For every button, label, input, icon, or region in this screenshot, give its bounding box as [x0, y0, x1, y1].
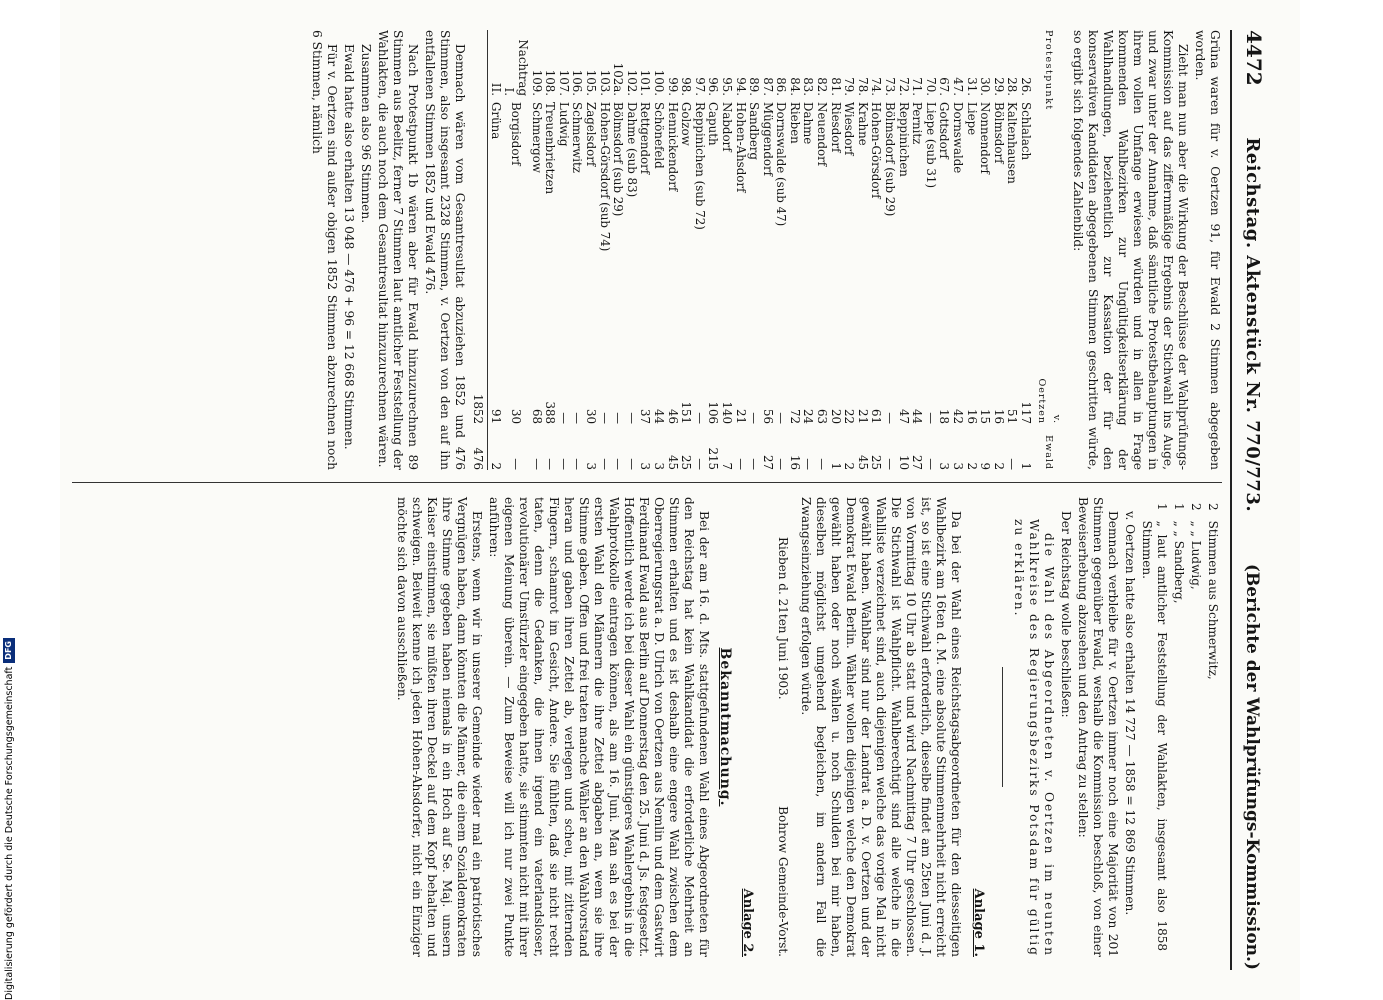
table-row [692, 30, 706, 470]
table-row [502, 30, 529, 470]
tally-count: 2 [1206, 503, 1220, 511]
row-place: Dornswalde (sub 47) [774, 102, 789, 227]
majority-paragraph: Demnach verbleibe für v. Oertzen immer noch eine Majorität von 201 Stimmen gegenüber Ewald, weshalb die Kommission beschloß, von einer Beweiserhebung abzusehen und den Antrag zu stellen: [1076, 497, 1120, 957]
row-votes-ewald: 1 [828, 462, 843, 470]
table-row [815, 30, 829, 470]
anlage-1-heading: Anlage 1. [971, 888, 986, 957]
row-votes-ewald: 25 [679, 454, 694, 470]
tally-text: „ „ Ludwig, [1189, 520, 1203, 590]
tally-text: „ „ Sandberg, [1172, 520, 1186, 604]
row-place: Nabdorf [719, 102, 734, 152]
row-votes-ewald: — [529, 458, 544, 470]
row-place: Zagelsdorf [584, 102, 598, 167]
row-votes-ewald: 2 [964, 462, 979, 470]
header-title: Reichstag. Aktenstück Nr. 770/773. [1242, 137, 1263, 513]
header-section: (Berichte der Wahlprüfungs-Kommission.) [1242, 563, 1262, 970]
row-votes-oertzen: — [747, 412, 762, 424]
table-row [733, 30, 747, 470]
row-place: Hohen-Ahsdorf [733, 102, 748, 193]
row-votes-oertzen: 68 [529, 408, 544, 424]
table-row [719, 30, 733, 470]
row-number: 67. [937, 77, 952, 96]
row-votes-ewald: — [923, 458, 938, 470]
row-number: 83. [801, 77, 816, 96]
row-votes-ewald: 45 [855, 454, 870, 470]
row-votes-oertzen: 72 [787, 408, 802, 424]
row-votes-oertzen: 106 [706, 401, 721, 424]
col-header-protestpunkt: Protestpunkt [1043, 30, 1055, 111]
intro-paragraph: Grüna waren für v. Oertzen 91, für Ewald 2 Stimmen abgegeben worden. [1193, 30, 1222, 470]
table-row [570, 30, 584, 470]
row-place: Schmerwitz [570, 102, 585, 173]
table-row [1005, 30, 1019, 470]
table-row [706, 30, 720, 470]
row-votes-ewald: — [570, 458, 585, 470]
tally-text: Stimmen aus Schmerwitz, [1206, 520, 1220, 680]
row-votes-oertzen: 16 [964, 408, 979, 424]
row-votes-ewald: 3 [651, 462, 666, 470]
row-number: 78. [855, 77, 870, 96]
row-votes-ewald: — [774, 458, 789, 470]
table-row [665, 30, 679, 470]
row-place: Dahme (sub 83) [624, 102, 639, 198]
row-number: 109. [529, 69, 544, 96]
row-number: 86. [774, 77, 789, 96]
row-number: 103. [597, 69, 612, 96]
table-row [760, 30, 774, 470]
row-number: 102. [624, 69, 639, 96]
row-votes-ewald: — [543, 458, 558, 470]
row-place: Rieben [787, 102, 802, 144]
tally-count: 2 [1189, 503, 1203, 511]
table-row [937, 30, 951, 470]
row-votes-oertzen: — [570, 412, 585, 424]
sum-ewald: 476 [471, 424, 488, 470]
oertzen-result-paragraph: v. Oertzen hatte also erhalten 14 727 — 1858 = 12 869 Stimmen. [1123, 511, 1137, 916]
signature-line [771, 497, 796, 957]
tally-count: 1 [1172, 503, 1186, 511]
row-place: Pernitz [910, 102, 925, 145]
row-number: II. [488, 82, 503, 96]
table-row [638, 30, 652, 470]
row-votes-ewald: — [624, 458, 639, 470]
row-place: Hennickendorf [665, 102, 680, 192]
row-votes-ewald: 1 [1019, 462, 1033, 470]
row-number: 70. [923, 77, 938, 96]
row-place: Schönefeld [651, 102, 666, 169]
row-place: Caputh [706, 102, 721, 146]
row-votes-ewald: 215 [706, 447, 721, 470]
row-number: 47. [951, 77, 966, 96]
left-column [72, 30, 1222, 482]
row-votes-oertzen: 18 [937, 408, 952, 424]
row-votes-ewald: — [883, 458, 898, 470]
col-header-oertzen: v. Oertzen [1036, 378, 1062, 424]
row-number: 108. [543, 69, 558, 96]
row-votes-ewald: 3 [951, 462, 966, 470]
anlage-2-heading: Anlage 2. [740, 888, 755, 957]
table-row [842, 30, 856, 470]
row-votes-ewald: — [747, 458, 762, 470]
row-votes-ewald: — [597, 458, 612, 470]
row-votes-oertzen: — [692, 412, 707, 424]
row-number: Nachtrag I. [502, 39, 531, 96]
sum-oertzen: 1852 [471, 378, 488, 424]
row-place: Borgisdorf [509, 102, 524, 166]
table-row [828, 30, 842, 470]
anlage-1-text: Da bei der Wahl eines Reichstagsabgeordneten für den diesseitigen Wahlbezirk am 16ten d. M. eine absolute Stimmenmehrheit nicht erreicht ist, so ist eine Stichwahl erforderlich, dieselbe findet am 25ten Juni d. J. von Vormittag 10 Uhr ab statt und wird Nachmittag 7 Uhr geschlossen. Die Stichwahl ist Wahlpflicht. Wahlberechtigt sind alle welche in die Wahlliste verzeichnet sind, auch diejenigen welche das vorige Mal nicht gewählt haben. Wahlbar sind nur der Landrat a. D. v. Oertzen und der Demokrat Ewald Berlin. Wähler wollen diejenigen welche den Demokrat gewählt haben oder noch wählen u. noch Schulden bei mir haben, dieselben möglichst umgehend begleichen, im andern Fall die Zwangseinziehung erfolgen würde. [799, 497, 963, 957]
tally-list [1137, 497, 1222, 957]
table-row [787, 30, 801, 470]
row-number: 105. [584, 69, 598, 96]
row-number: 98. [679, 77, 694, 96]
row-votes-oertzen: — [556, 412, 571, 424]
motion-intro: Der Reichstag wolle beschließen: [1059, 511, 1073, 718]
row-number: 71. [910, 77, 925, 96]
table-row [488, 30, 502, 470]
row-votes-oertzen: 20 [828, 408, 843, 424]
row-place: Liepe (sub 31) [923, 102, 938, 189]
row-number: 73. [883, 77, 898, 96]
row-number: 101. [638, 69, 653, 96]
row-votes-oertzen: 16 [991, 408, 1006, 424]
row-votes-oertzen: 91 [488, 408, 503, 424]
row-votes-ewald: 2 [842, 462, 857, 470]
table-row [950, 30, 964, 470]
row-place: Grüna [488, 102, 503, 140]
divider [1002, 667, 1003, 787]
table-row [896, 30, 910, 470]
row-votes-ewald: 27 [910, 454, 925, 470]
row-number: 81. [828, 77, 843, 96]
row-votes-ewald: 2 [488, 462, 503, 470]
row-place: Nonnendorf [978, 102, 993, 174]
row-number: 100. [651, 69, 666, 96]
table-row [624, 30, 638, 470]
row-place: Reppinichen [896, 102, 911, 177]
ewald-result-paragraph: Ewald hatte also erhalten 13 048 — 476 + 96 = 12 668 Stimmen. [341, 44, 356, 450]
row-votes-oertzen: 47 [896, 408, 911, 424]
protest-table-body [488, 30, 1032, 470]
row-number: 97. [692, 77, 707, 96]
row-number: 30. [978, 77, 993, 96]
table-row [774, 30, 788, 470]
row-votes-ewald: 7 [719, 462, 734, 470]
row-place: Krahne [855, 102, 870, 146]
row-votes-ewald: 10 [896, 454, 911, 470]
row-votes-oertzen: 15 [978, 408, 993, 424]
row-votes-oertzen: — [774, 412, 789, 424]
row-number: 82. [815, 77, 830, 96]
digitization-footer [2, 600, 16, 1000]
row-votes-oertzen: 37 [638, 408, 653, 424]
table-row [978, 30, 992, 470]
row-votes-oertzen: — [597, 412, 612, 424]
table-row [651, 30, 665, 470]
dfg-logo: DFG [3, 638, 15, 663]
right-column [72, 482, 1222, 957]
row-number: 95. [719, 77, 734, 96]
tally-text: „ laut amtlicher Feststellung der Wahlakten, insgesamt also 1858 Stimmen. [1140, 520, 1169, 951]
row-votes-oertzen: — [923, 412, 938, 424]
row-place: Bölmsdorf [991, 102, 1006, 164]
row-place: Treuenbrietzen [543, 102, 558, 195]
row-votes-ewald: 2 [991, 462, 1006, 470]
row-place: Wiesdorf [842, 102, 857, 156]
tally-row [1188, 499, 1203, 955]
row-number: 99. [665, 77, 680, 96]
row-votes-ewald: — [509, 458, 524, 470]
row-place: Hohen-Görsdorf (sub 74) [597, 102, 612, 252]
row-votes-oertzen: 44 [651, 408, 666, 424]
table-row [556, 30, 570, 470]
row-votes-oertzen: 51 [1005, 408, 1020, 424]
table-row [910, 30, 924, 470]
row-place: Schmergow [529, 102, 544, 173]
row-number: 79. [842, 77, 857, 96]
row-number: 106. [570, 69, 585, 96]
row-votes-ewald: — [556, 458, 571, 470]
anlage-2-paragraph-2: Erstens, wenn wir in unserer Gemeinde wieder mal ein patriotisches Vergnügen haben, dann könnten die Männer, die einem Sozialdemokraten ihre Stimme gegeben haben niemals in ein Hoch auf Se. Maj. unsern Kaiser einstimmen, sie müßten ihren Deckel auf dem Kopf behalten und schweigen. Beiweit kenne ich jeden Hohen-Ahsdorfer, nicht ein Einziger möchte sich davon ausschließen. [395, 497, 484, 957]
table-row [923, 30, 937, 470]
row-place: Riesdorf [828, 102, 843, 153]
row-votes-oertzen: 42 [951, 408, 966, 424]
table-row [679, 30, 693, 470]
row-votes-oertzen: 44 [910, 408, 925, 424]
page-number: 4472 [1242, 30, 1266, 86]
table-row [583, 30, 597, 470]
row-votes-oertzen: 117 [1019, 401, 1033, 424]
bekanntmachung-heading: Bekanntmachung. [717, 647, 733, 807]
row-place: Golzow [679, 102, 694, 146]
anlage-2-paragraph-1: Bei der am 16. d. Mts. stattgefundenen Wahl eines Abgeordneten für den Reichstag hat kein Wahlkandidat die erforderliche Mehrheit an Stimmen erhalten und es ist deshalb eine engere Wahl zwischen dem Oberregierungsrat a. D. Ulrich von Oertzen aus Nemlin und dem Gastwirt Ferdinand Ewald aus Berlin auf Donnerstag den 25. Juni d. Js. festgesetzt. Hoffentlich werde ich bei dieser Wahl ein günstigeres Wahlergebnis in die Wahlprotokolle eintragen können, als am 16. Juni. Man sah es bei der ersten Wahl den Männern die ihre Zettel abgaben an, wem sie ihre Stimme gaben. Offen und frei traten manche Wähler an den Wahlvorstand heran und gaben ihren Zettel ab, verlegen und scheu, mit zitternden Fingern, schamrot im Gesicht, Andere. Sie fühlten, daß sie nicht recht taten, denn die Gedanken, die ihnen irgend ein vaterlandsloser, revolutionärer Umstürzler eingegeben hatte, sie stimmten nicht mit ihrer eigenen Meinung überein. — Zum Beweise will ich nur zwei Punkte anführen: [487, 497, 711, 957]
row-votes-oertzen: 21 [733, 408, 748, 424]
table-row [882, 30, 896, 470]
table-row [597, 30, 611, 470]
row-place: Hohen-Görsdorf [869, 102, 884, 199]
table-row [855, 30, 869, 470]
table-row [611, 30, 625, 470]
table-row [964, 30, 978, 470]
row-votes-oertzen: 61 [869, 408, 884, 424]
table-row [1018, 30, 1032, 470]
summary-paragraph: Demnach wären vom Gesamtresultat abzuziehen 1852 und 476 Stimmen, also insgesamt 2328 Stimmen, v. Oertzen von den auf ihn entfallenen Stimmen 1852 und Ewald 476. [422, 30, 467, 470]
row-number: 94. [733, 77, 748, 96]
row-place: Bölmsdorf (sub 29) [883, 102, 898, 217]
row-votes-oertzen: — [611, 412, 626, 424]
signature-name: Bohrow Gemeinde-Vorst. [776, 806, 790, 957]
signature-place-date: Rieben d. 21ten Juni 1903. [776, 537, 790, 700]
table-row [543, 30, 557, 470]
protest-1b-paragraph: Nach Protestpunkt 1b wären aber für Ewald hinzuzurechnen 89 Stimmen aus Beelitz, ferner 7 Stimmen laut amtlicher Feststellung der Wahlakten, die auch noch dem Gesamtresultat hinzuzurechnen wären. [375, 30, 420, 470]
row-votes-ewald: 45 [665, 454, 680, 470]
row-votes-oertzen: 30 [509, 408, 524, 424]
row-votes-oertzen: 30 [584, 408, 598, 424]
row-place: Bölmsdorf (sub 29) [611, 102, 626, 217]
row-place: Ludwig [556, 102, 571, 147]
row-place: Reppinichen (sub 72) [692, 102, 707, 230]
tally-row [1171, 499, 1186, 955]
row-votes-oertzen: 63 [815, 408, 830, 424]
row-number: 89. [747, 77, 762, 96]
row-place: Dahme [801, 102, 816, 145]
footer-text: Digitalisierung gefördert durch die Deutsche Forschungsgemeinschaft [3, 666, 15, 1000]
row-number: 107. [556, 69, 571, 96]
table-sum-row [471, 30, 488, 470]
table-row [529, 30, 543, 470]
row-votes-ewald: 25 [869, 454, 884, 470]
row-place: Kaltenhausen [1005, 102, 1020, 184]
row-number: 28. [1005, 77, 1020, 96]
row-votes-ewald: — [692, 458, 707, 470]
row-votes-ewald: — [815, 458, 830, 470]
oertzen-deduction-paragraph: Für v. Oertzen sind außer obigen 1852 Stimmen abzurechnen noch 6 Stimmen, nämlich [309, 30, 339, 470]
row-number: 74. [869, 77, 884, 96]
row-number: 26. [1019, 77, 1033, 96]
page-header [1230, 30, 1266, 970]
row-votes-ewald: 16 [787, 454, 802, 470]
row-votes-ewald: 3 [584, 462, 598, 470]
row-votes-oertzen: 21 [855, 408, 870, 424]
row-votes-ewald: — [611, 458, 626, 470]
row-number: 72. [896, 77, 911, 96]
row-number: 31. [964, 77, 979, 96]
total-paragraph: Zusammen also 96 Stimmen. [358, 44, 373, 224]
row-votes-ewald: 3 [937, 462, 952, 470]
row-votes-ewald: — [1005, 458, 1020, 470]
row-place: Dornswalde [951, 102, 966, 174]
row-place: Sandberg [747, 102, 762, 160]
scanned-page [60, 0, 1300, 1000]
row-votes-oertzen: 140 [719, 401, 734, 424]
row-votes-oertzen: 388 [543, 401, 558, 424]
row-votes-ewald: 3 [638, 462, 653, 470]
tally-row [1205, 499, 1220, 955]
row-votes-oertzen: 56 [760, 408, 775, 424]
row-number: 87. [760, 77, 775, 96]
row-votes-oertzen: 46 [665, 408, 680, 424]
row-votes-oertzen: — [624, 412, 639, 424]
tally-row [1139, 499, 1169, 955]
row-place: Gottsdorf [937, 102, 952, 159]
row-votes-oertzen: 151 [679, 401, 694, 424]
row-number: 102a. [611, 62, 626, 96]
table-row [747, 30, 761, 470]
protest-table [471, 30, 1066, 470]
table-row [869, 30, 883, 470]
tally-count: 1 [1155, 503, 1169, 511]
row-votes-ewald: 27 [760, 454, 775, 470]
row-votes-ewald: 9 [978, 462, 993, 470]
analysis-paragraph: Zieht man nun aber die Wirkung der Beschlüsse der Wahlprüfungs-Kommission auf das ziffernmäßige Ergebnis der Stichwahl ins Auge, und zwar unter der Annahme, daß sämtliche Protestbehauptungen in ihrem vollen Umfange erwiesen würden und in allen in Frage kommenden Wahlbezirken zur Ungültigkeitserklärung der Wahlhandlungen, beziehentlich zur Kassation der für den konservativen Kandidaten abgegebenen Stimmen geschritten würde, so ergibt sich folgendes Zahlenbild: [1071, 30, 1190, 470]
row-votes-oertzen: 22 [842, 408, 857, 424]
row-number: 29. [991, 77, 1006, 96]
row-votes-ewald: — [801, 458, 816, 470]
row-votes-oertzen: — [883, 412, 898, 424]
row-place: Schlalach [1019, 102, 1033, 161]
table-row [801, 30, 815, 470]
motion-text: die Wahl des Abgeordneten v. Oertzen im neunten Wahlkreise des Regierungsbezirks Potsdam für gültig zu erklären. [1012, 519, 1056, 957]
row-place: Neuendorf [815, 102, 830, 167]
row-votes-oertzen: 24 [801, 408, 816, 424]
col-header-ewald: Ewald [1043, 435, 1055, 470]
table-row [991, 30, 1005, 470]
row-place: Liepe [964, 102, 979, 136]
row-number: 84. [787, 77, 802, 96]
row-place: Müggendorf [760, 102, 775, 177]
row-number: 96. [706, 77, 721, 96]
row-votes-ewald: — [733, 458, 748, 470]
row-place: Rettgendorf [638, 102, 653, 175]
